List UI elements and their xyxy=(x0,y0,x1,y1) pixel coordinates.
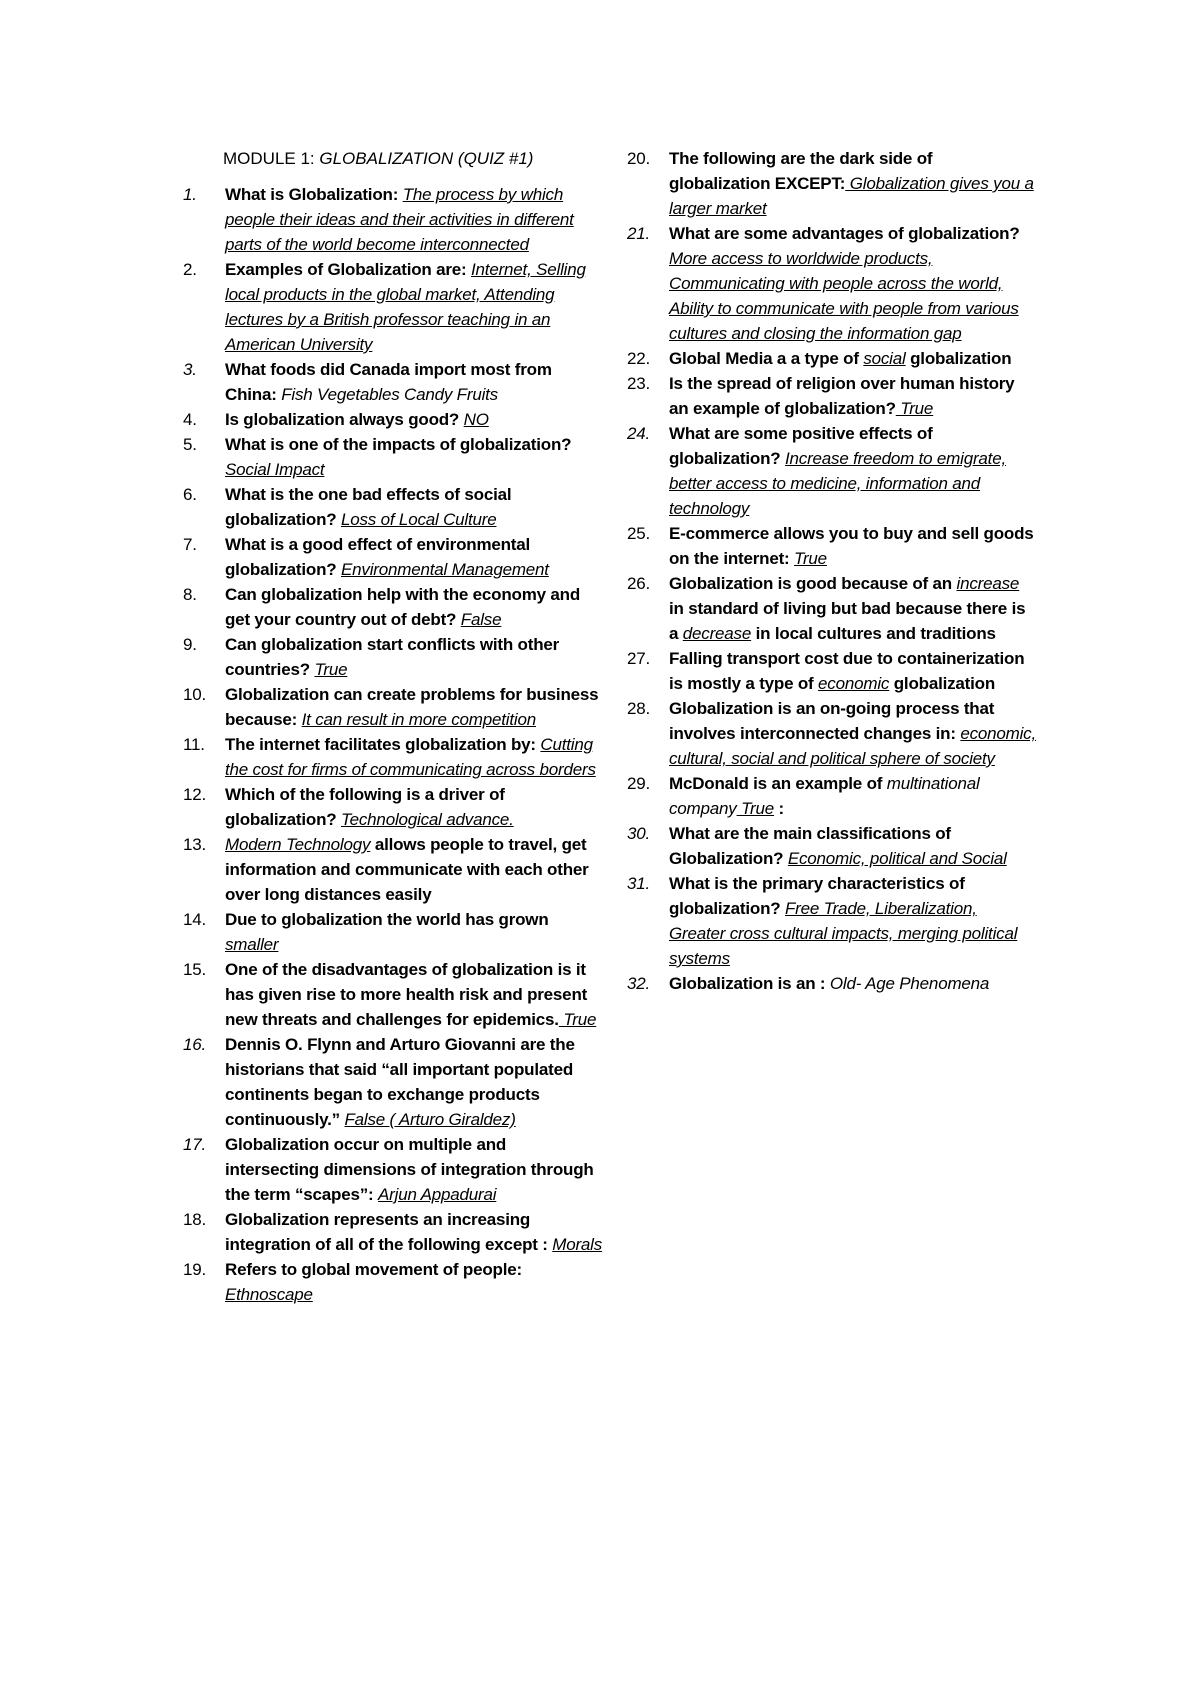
answer-text: More access to worldwide products, Communicating with people across the world, Ability to communicate with people from various cultures and closing the information gap xyxy=(669,249,1019,343)
list-item xyxy=(183,357,603,407)
question-text: Which of the following is a driver of globalization? xyxy=(225,785,505,829)
question-text: What is the primary characteristics of globalization? xyxy=(669,874,965,918)
list-item xyxy=(183,1032,603,1132)
question-body xyxy=(669,824,1007,868)
question-number: 9. xyxy=(183,635,197,654)
list-item xyxy=(183,582,603,632)
question-number: 16. xyxy=(183,1035,207,1054)
question-text: Is the spread of religion over human history an example of globalization? xyxy=(669,374,1015,418)
question-body xyxy=(225,685,598,729)
list-item xyxy=(183,182,603,257)
question-body xyxy=(225,1035,575,1129)
question-text: Globalization represents an increasing integration of all of the following except : xyxy=(225,1210,553,1254)
question-body xyxy=(669,374,1014,418)
answer-text: The process by which people their ideas and their activities in different parts of the world become interconnected xyxy=(225,185,574,254)
question-text: Refers to global movement of people: xyxy=(225,1260,522,1279)
question-body xyxy=(669,874,1017,968)
answer-text: Modern Technology xyxy=(225,835,371,854)
list-item xyxy=(627,871,1037,971)
answer-text: economic xyxy=(818,674,890,693)
question-text: What is Globalization: xyxy=(225,185,403,204)
answer-text: Internet, Selling local products in the global market, Attending lectures by a British professor teaching in an American University xyxy=(225,260,586,354)
question-number: 17. xyxy=(183,1135,207,1154)
answer-text: Ethnoscape xyxy=(225,1285,313,1304)
question-number: 28. xyxy=(627,699,651,718)
question-number: 19. xyxy=(183,1260,207,1279)
question-text: McDonald is an example of xyxy=(669,774,887,793)
title-main: MODULE 1: xyxy=(223,149,320,168)
question-text: : xyxy=(774,799,784,818)
question-body xyxy=(669,149,1034,218)
list-item xyxy=(183,1207,603,1257)
question-body xyxy=(669,224,1020,343)
question-body xyxy=(225,435,571,479)
question-text: Due to globalization the world has grown xyxy=(225,910,549,929)
question-text: Global Media a a type of xyxy=(669,349,864,368)
question-text: The internet facilitates globalization by: xyxy=(225,735,541,754)
list-item xyxy=(183,407,603,432)
answer-text: social xyxy=(863,349,906,368)
answer-text: It can result in more competition xyxy=(301,710,536,729)
question-text: Dennis O. Flynn and Arturo Giovanni are the historians that said “all important populated continents began to exchange products continuously.” xyxy=(225,1035,575,1129)
answer-text: False ( Arturo Giraldez) xyxy=(344,1110,516,1129)
list-item xyxy=(627,421,1037,521)
question-text: Globalization is an : xyxy=(669,974,830,993)
list-item xyxy=(627,146,1037,221)
question-number: 6. xyxy=(183,485,197,504)
answer-text: Environmental Management xyxy=(341,560,549,579)
question-body xyxy=(669,699,1036,768)
question-body xyxy=(669,974,989,993)
list-item xyxy=(183,257,603,357)
list-item xyxy=(183,432,603,482)
question-text: Globalization is an on-going process that involves interconnected changes in: xyxy=(669,699,995,743)
question-number: 13. xyxy=(183,835,207,854)
question-number: 7. xyxy=(183,535,197,554)
answer-text: False xyxy=(460,610,502,629)
question-number: 24. xyxy=(627,424,651,443)
question-body xyxy=(669,424,1006,518)
question-number: 5. xyxy=(183,435,197,454)
question-number: 1. xyxy=(183,185,197,204)
answer-text: Loss of Local Culture xyxy=(341,510,497,529)
question-number: 32. xyxy=(627,974,651,993)
question-body xyxy=(225,585,580,629)
answer-text: Arjun Appadurai xyxy=(378,1185,497,1204)
question-body xyxy=(225,635,559,679)
answer-text: Morals xyxy=(552,1235,603,1254)
question-body xyxy=(225,1135,594,1204)
question-number: 31. xyxy=(627,874,651,893)
question-text: What are the main classifications of Globalization? xyxy=(669,824,951,868)
answer-text: Cutting the cost for firms of communicating across borders xyxy=(225,735,596,779)
question-number: 30. xyxy=(627,824,651,843)
question-number: 11. xyxy=(183,735,205,754)
answer-plain: Old- Age Phenomena xyxy=(829,974,990,993)
question-text: globalization xyxy=(905,349,1012,368)
question-number: 18. xyxy=(183,1210,207,1229)
list-item xyxy=(183,732,603,782)
question-body xyxy=(225,535,549,579)
question-number: 27. xyxy=(627,649,651,668)
list-item xyxy=(183,957,603,1032)
list-item xyxy=(627,571,1037,646)
list-item xyxy=(627,821,1037,871)
answer-text: Social Impact xyxy=(225,460,325,479)
answer-text: Globalization gives you a larger market xyxy=(669,174,1034,218)
question-text: Can globalization start conflicts with other countries? xyxy=(225,635,560,679)
question-body xyxy=(225,485,511,529)
question-text: One of the disadvantages of globalization is it has given rise to more health risk and present new threats and challenges for epidemics. xyxy=(225,960,588,1029)
question-text: Is globalization always good? xyxy=(225,410,464,429)
question-text: What are some advantages of globalization? xyxy=(669,224,1020,243)
list-item xyxy=(627,771,1037,821)
question-number: 12. xyxy=(183,785,207,804)
list-item xyxy=(627,221,1037,346)
answer-text: Technological advance. xyxy=(341,810,514,829)
list-item xyxy=(183,782,603,832)
question-body xyxy=(225,360,552,404)
question-list-right xyxy=(627,146,1037,996)
question-body xyxy=(225,1210,602,1254)
question-body xyxy=(225,910,549,954)
list-item xyxy=(627,346,1037,371)
answer-text: True xyxy=(794,549,827,568)
page-title xyxy=(183,146,603,171)
question-text: What is a good effect of environmental globalization? xyxy=(225,535,531,579)
question-number: 14. xyxy=(183,910,207,929)
answer-plain: Fish Vegetables Candy Fruits xyxy=(281,385,498,404)
list-item xyxy=(627,971,1037,996)
question-body xyxy=(669,649,1024,693)
question-body xyxy=(669,774,980,818)
answer-text: increase xyxy=(956,574,1020,593)
question-number: 26. xyxy=(627,574,651,593)
question-body xyxy=(225,260,586,354)
question-number: 22. xyxy=(627,349,651,368)
question-number: 10. xyxy=(183,685,207,704)
answer-text: smaller xyxy=(225,935,279,954)
answer-text: Increase freedom to emigrate, better access to medicine, information and technology xyxy=(669,449,1006,518)
question-body xyxy=(225,835,589,904)
list-item xyxy=(627,696,1037,771)
question-number: 8. xyxy=(183,585,197,604)
question-body xyxy=(669,524,1034,568)
question-body xyxy=(225,960,596,1029)
question-text: Globalization can create problems for business because: xyxy=(225,685,599,729)
answer-plain: multinational company xyxy=(669,774,980,818)
title-subtitle: GLOBALIZATION (QUIZ #1) xyxy=(319,149,534,168)
list-item xyxy=(183,907,603,957)
answer-text: True xyxy=(558,1010,597,1029)
list-item xyxy=(183,1257,603,1307)
question-body xyxy=(225,410,489,429)
question-text: in standard of living but bad because there is a xyxy=(669,599,1026,643)
question-text: Globalization is good because of an xyxy=(669,574,957,593)
question-text: Globalization occur on multiple and intersecting dimensions of integration through the term “scapes”: xyxy=(225,1135,594,1204)
question-body xyxy=(225,735,596,779)
question-text: The following are the dark side of globalization EXCEPT: xyxy=(669,149,933,193)
question-body xyxy=(225,185,574,254)
answer-text: True xyxy=(895,399,934,418)
question-body xyxy=(225,785,514,829)
question-body xyxy=(225,1260,522,1304)
question-text: in local cultures and traditions xyxy=(751,624,996,643)
answer-text: Economic, political and Social xyxy=(787,849,1007,868)
question-text: What are some positive effects of globalization? xyxy=(669,424,933,468)
list-item xyxy=(183,832,603,907)
question-text: What foods did Canada import most from China: xyxy=(225,360,552,404)
question-text: Can globalization help with the economy and get your country out of debt? xyxy=(225,585,581,629)
question-list-left xyxy=(183,182,603,1307)
list-item xyxy=(627,521,1037,571)
question-number: 23. xyxy=(627,374,651,393)
answer-text: True xyxy=(314,660,348,679)
question-text: What is one of the impacts of globalization? xyxy=(225,435,572,454)
list-item xyxy=(627,646,1037,696)
question-body xyxy=(669,574,1025,643)
question-number: 20. xyxy=(627,149,651,168)
list-item xyxy=(183,632,603,682)
list-item xyxy=(627,371,1037,421)
question-number: 2. xyxy=(183,260,197,279)
question-text: Examples of Globalization are: xyxy=(225,260,472,279)
question-text: Falling transport cost due to containerization is mostly a type of xyxy=(669,649,1025,693)
list-item xyxy=(183,1132,603,1207)
answer-text: True xyxy=(736,799,775,818)
question-number: 29. xyxy=(627,774,651,793)
question-text: E-commerce allows you to buy and sell goods on the internet: xyxy=(669,524,1034,568)
answer-text: economic, cultural, social and political sphere of society xyxy=(669,724,1037,768)
question-text: allows people to travel, get information and communicate with each other over long distances easily xyxy=(225,835,589,904)
question-number: 3. xyxy=(183,360,197,379)
question-text: globalization xyxy=(889,674,996,693)
left-column xyxy=(183,146,603,1307)
right-column xyxy=(627,146,1037,996)
list-item xyxy=(183,532,603,582)
question-number: 4. xyxy=(183,410,197,429)
question-number: 15. xyxy=(183,960,207,979)
answer-text: decrease xyxy=(682,624,752,643)
list-item xyxy=(183,682,603,732)
answer-text: NO xyxy=(463,410,489,429)
list-item xyxy=(183,482,603,532)
answer-text: Free Trade, Liberalization, Greater cross cultural impacts, merging political systems xyxy=(669,899,1018,968)
question-text: What is the one bad effects of social globalization? xyxy=(225,485,512,529)
question-number: 21. xyxy=(627,224,651,243)
question-number: 25. xyxy=(627,524,651,543)
question-body xyxy=(669,349,1011,368)
